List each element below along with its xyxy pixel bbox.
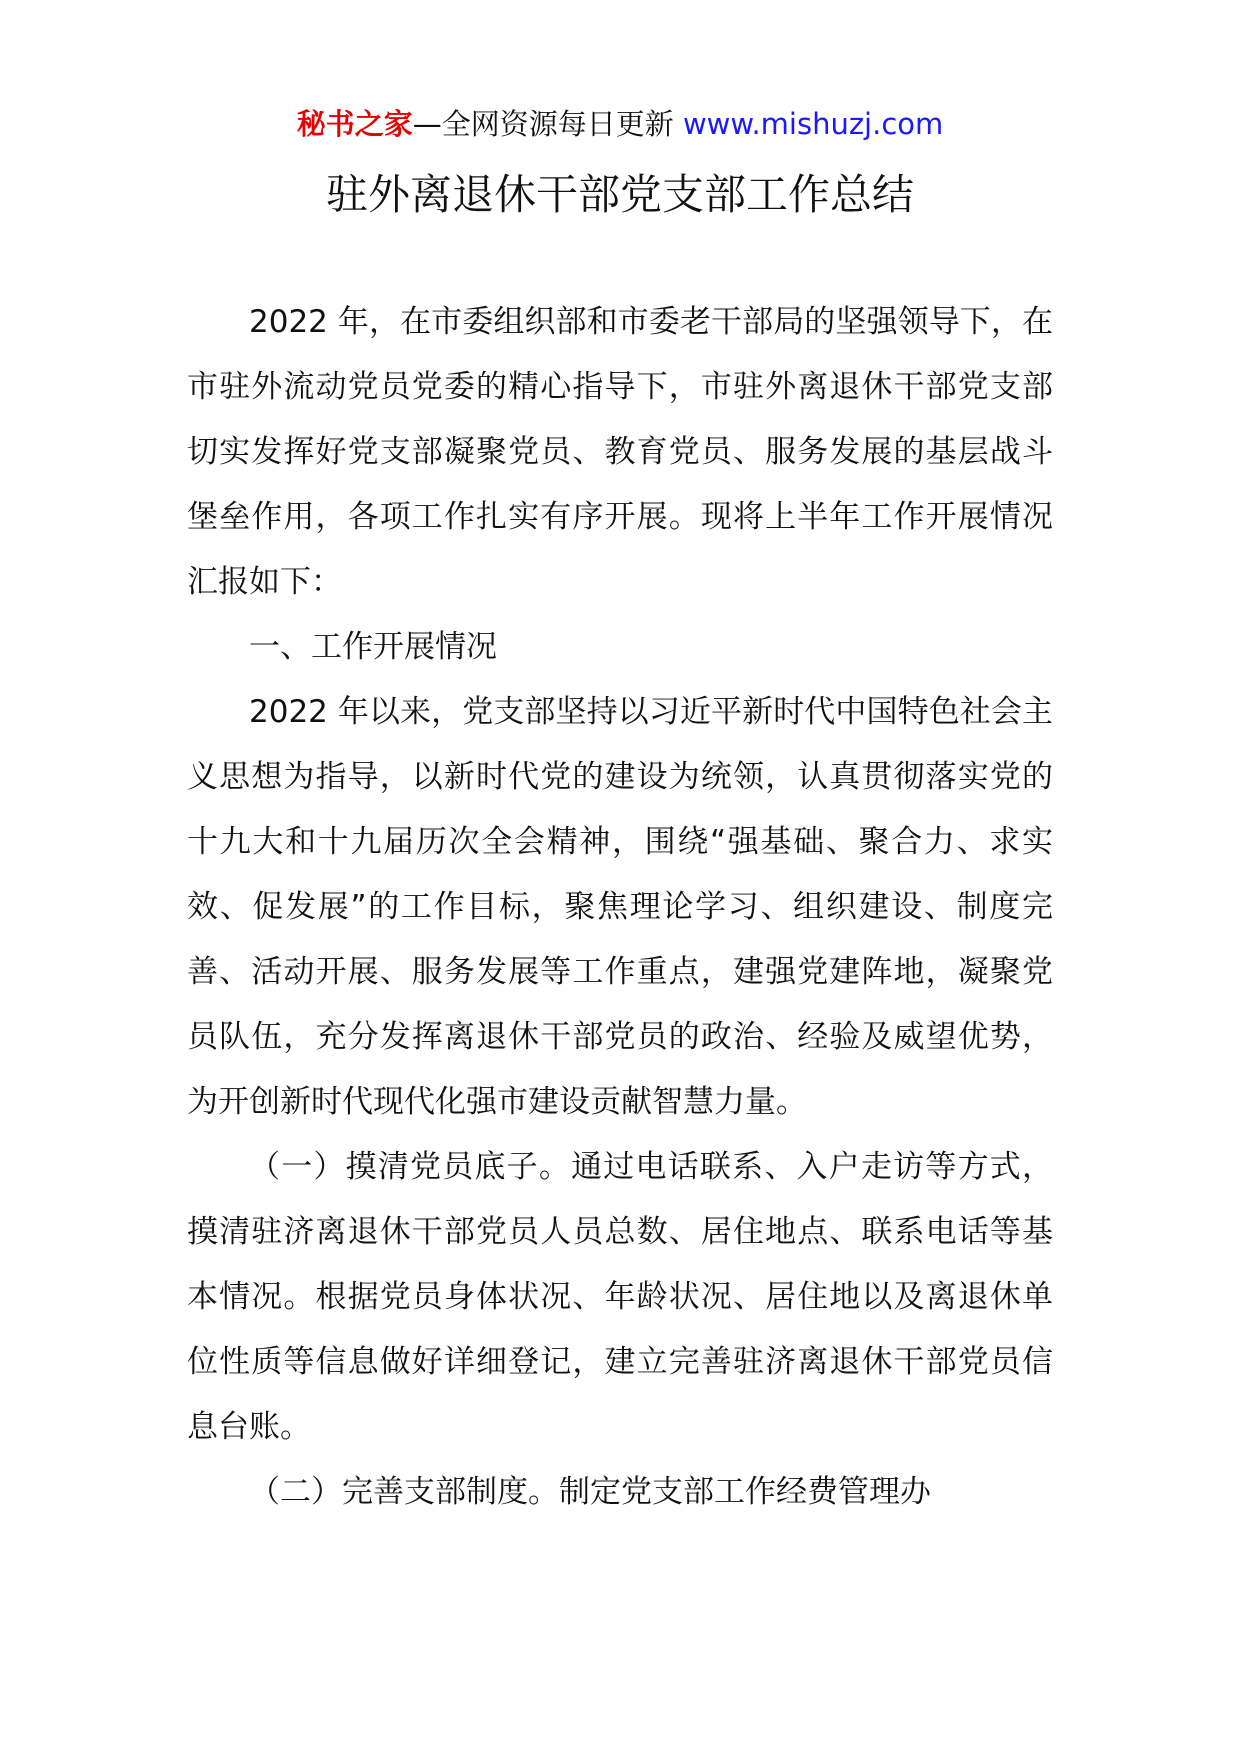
document-body bbox=[187, 290, 1053, 1525]
document-title: 驻外离退休干部党支部工作总结 bbox=[325, 170, 914, 219]
list-item-paragraph: （一）摸清党员底子。通过电话联系、入户走访等方式，摸清驻济离退休干部党员人员总数、居住地点、联系电话等基本情况。根据党员身体状况、年龄状况、居住地以及离退休单位性质等信息做好详细登记，建立完善驻济离退休干部党员信息台账。 bbox=[187, 1149, 1053, 1445]
site-url-link[interactable]: www.mishuzj.com bbox=[682, 107, 944, 141]
site-banner bbox=[0, 102, 1240, 146]
site-brand: 秘书之家 bbox=[296, 107, 413, 141]
site-slogan: —全网资源每日更新 bbox=[412, 107, 683, 141]
intro-paragraph: 2022 年，在市委组织部和市委老干部局的坚强领导下，在市驻外流动党员党委的精心指导下，市驻外离退休干部党支部切实发挥好党支部凝聚党员、教育党员、服务发展的基层战斗堡垒作用，各项工作扎实有序开展。现将上半年工作开展情况汇报如下： bbox=[187, 304, 1053, 600]
list-item-paragraph: （二）完善支部制度。制定党支部工作经费管理办 bbox=[249, 1474, 931, 1510]
section-paragraph: 2022 年以来，党支部坚持以习近平新时代中国特色社会主义思想为指导，以新时代党的建设为统领，认真贯彻落实党的十九大和十九届历次全会精神，围绕“强基础、聚合力、求实效、促发展”的工作目标，聚焦理论学习、组织建设、制度完善、活动开展、服务发展等工作重点，建强党建阵地，凝聚党员队伍，充分发挥离退休干部党员的政治、经验及威望优势，为开创新时代现代化强市建设贡献智慧力量。 bbox=[187, 694, 1053, 1120]
section-heading: 一、工作开展情况 bbox=[249, 629, 497, 665]
